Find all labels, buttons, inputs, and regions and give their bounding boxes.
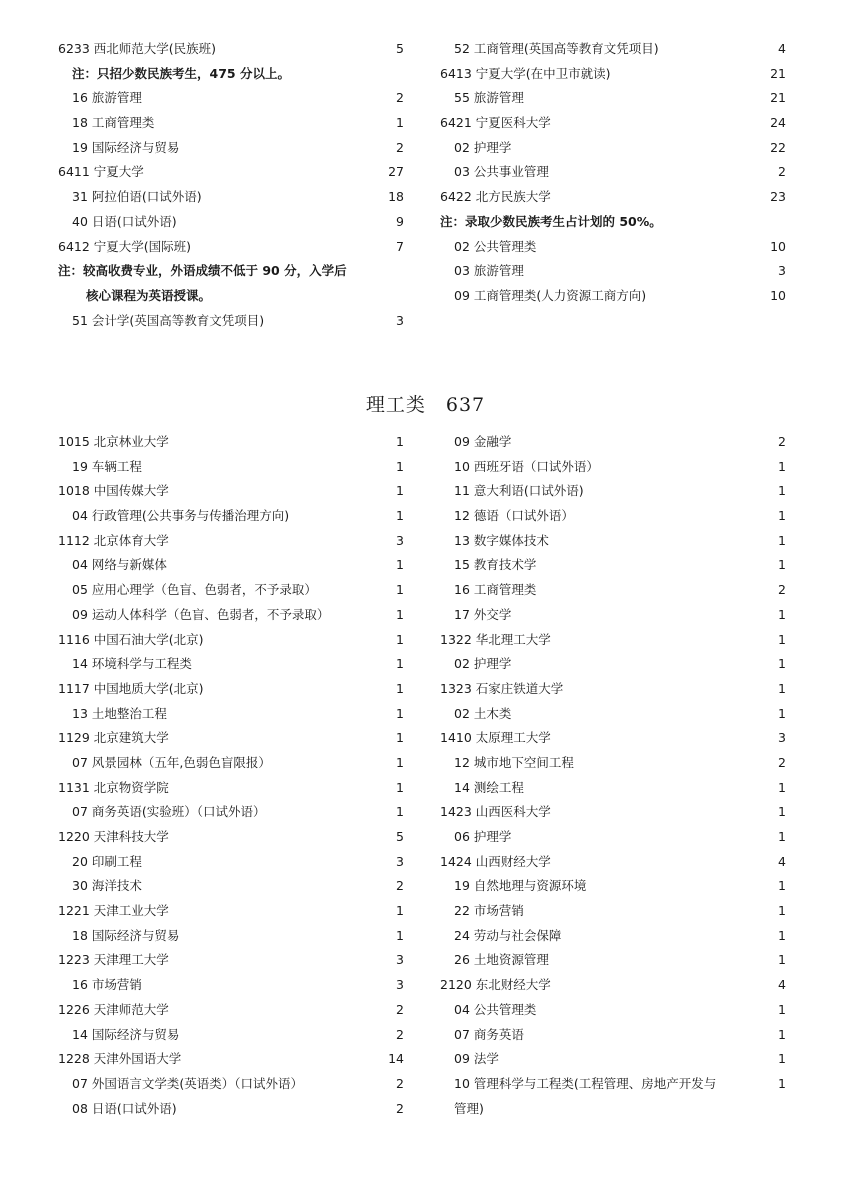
entry-name: 6421 宁夏医科大学 (440, 115, 551, 131)
entry-quota: 2 (396, 878, 404, 894)
major-row (58, 973, 404, 998)
entry-quota: 2 (396, 139, 404, 155)
entry-quota: 4 (778, 41, 786, 56)
entry-name: 14 环境科学与工程类 (72, 656, 192, 672)
entry-name: 1424 山西财经大学 (440, 853, 551, 869)
school-row (440, 973, 786, 998)
entry-quota: 1 (778, 952, 786, 968)
entry-quota: 3 (396, 532, 404, 548)
entry-name: 07 商务英语 (454, 1026, 524, 1042)
entry-quota: 9 (396, 213, 404, 229)
entry-quota: 1 (396, 705, 404, 721)
entry-name: 6422 北方民族大学 (440, 189, 551, 205)
major-row (58, 185, 404, 210)
entry-quota: 1 (778, 903, 786, 919)
major-row (440, 899, 786, 924)
entry-quota: 1 (778, 680, 786, 696)
entry-quota: 1 (396, 903, 404, 919)
major-row (58, 751, 404, 776)
entry-name: 1226 天津师范大学 (58, 1001, 169, 1017)
entry-quota: 3 (396, 952, 404, 968)
entry-name: 19 自然地理与资源环境 (454, 878, 587, 894)
major-row (440, 37, 786, 62)
entry-name: 13 数字媒体技术 (454, 532, 549, 548)
entry-quota: 23 (770, 189, 786, 205)
entry-name: 07 商务英语(实验班）（口试外语） (72, 804, 266, 820)
entry-name: 17 外交学 (454, 606, 512, 622)
entry-name: 30 海洋技术 (72, 878, 142, 894)
entry-name: 31 阿拉伯语(口试外语) (72, 189, 202, 205)
entry-quota: 2 (396, 90, 404, 106)
entry-name: 12 城市地下空间工程 (454, 754, 574, 770)
entry-name: 1015 北京林业大学 (58, 434, 169, 449)
note-row (58, 284, 404, 309)
major-row (440, 479, 786, 504)
entry-quota: 18 (388, 189, 404, 205)
major-row (440, 160, 786, 185)
entry-quota: 10 (770, 238, 786, 254)
entry-name: 10 西班牙语（口试外语） (454, 458, 599, 474)
school-row (440, 850, 786, 875)
entry-name: 55 旅游管理 (454, 90, 524, 106)
entry-name: 12 德语（口试外语） (454, 508, 574, 524)
entry-name: 1129 北京建筑大学 (58, 730, 169, 746)
major-row (440, 1072, 786, 1097)
entry-quota: 10 (770, 287, 786, 303)
entry-quota: 4 (778, 977, 786, 993)
entry-name: 1322 华北理工大学 (440, 631, 551, 647)
entry-quota: 1 (778, 508, 786, 524)
entry-name: 08 日语(口试外语) (72, 1100, 177, 1116)
major-row (58, 553, 404, 578)
top-right-column (440, 37, 786, 309)
entry-quota: 2 (396, 1100, 404, 1116)
school-row (58, 37, 404, 62)
entry-name: 1112 北京体育大学 (58, 532, 169, 548)
major-row (58, 1097, 404, 1122)
entry-quota: 1 (396, 804, 404, 820)
major-row (58, 603, 404, 628)
entry-name: 05 应用心理学（色盲、色弱者，不予录取） (72, 582, 317, 598)
major-row (440, 259, 786, 284)
entry-name: 6233 西北师范大学(民族班) (58, 41, 217, 56)
entry-name: 16 旅游管理 (72, 90, 142, 106)
entry-name: 02 护理学 (454, 139, 512, 155)
entry-quota: 22 (770, 139, 786, 155)
bottom-left-column (58, 430, 404, 1121)
school-row (58, 726, 404, 751)
entry-name: 核心课程为英语授课。 (86, 287, 212, 303)
entry-name: 1117 中国地质大学(北京) (58, 680, 204, 696)
major-row (58, 1023, 404, 1048)
entry-name: 40 日语(口试外语) (72, 213, 177, 229)
entry-quota: 2 (396, 1001, 404, 1017)
entry-name: 2120 东北财经大学 (440, 977, 551, 993)
entry-quota: 2 (396, 1026, 404, 1042)
entry-name: 52 工商管理(英国高等教育文凭项目) (454, 41, 659, 56)
note-row (58, 62, 404, 87)
entry-name: 04 公共管理类 (454, 1001, 537, 1017)
major-row (440, 578, 786, 603)
school-row (58, 479, 404, 504)
entry-name: 6411 宁夏大学 (58, 164, 144, 180)
school-row (58, 677, 404, 702)
note-row (58, 259, 404, 284)
entry-quota: 7 (396, 238, 404, 254)
school-row (58, 160, 404, 185)
entry-name: 09 金融学 (454, 434, 512, 449)
entry-name: 09 工商管理类(人力资源工商方向) (454, 287, 647, 303)
entry-name: 03 公共事业管理 (454, 164, 549, 180)
entry-quota: 1 (396, 508, 404, 524)
school-row (440, 62, 786, 87)
major-row (58, 455, 404, 480)
entry-quota: 24 (770, 115, 786, 131)
entry-name: 26 土地资源管理 (454, 952, 549, 968)
entry-quota: 1 (778, 1001, 786, 1017)
entry-quota: 3 (396, 853, 404, 869)
entry-name: 09 运动人体科学（色盲、色弱者，不予录取） (72, 606, 330, 622)
entry-quota: 2 (778, 164, 786, 180)
entry-quota: 5 (396, 41, 404, 56)
major-row (58, 111, 404, 136)
entry-quota: 1 (778, 804, 786, 820)
entry-name: 18 工商管理类 (72, 115, 155, 131)
entry-name: 03 旅游管理 (454, 263, 524, 279)
school-row (440, 628, 786, 653)
entry-quota: 1 (778, 483, 786, 499)
entry-quota: 1 (396, 606, 404, 622)
school-row (440, 726, 786, 751)
entry-quota: 1 (396, 483, 404, 499)
school-row (58, 776, 404, 801)
entry-quota: 1 (396, 656, 404, 672)
major-row (440, 86, 786, 111)
entry-name: 19 车辆工程 (72, 458, 142, 474)
entry-name: 1131 北京物资学院 (58, 779, 169, 795)
entry-quota: 4 (778, 853, 786, 869)
school-row (58, 430, 404, 455)
entry-name: 07 外国语言文学类(英语类）（口试外语） (72, 1075, 304, 1091)
major-row (58, 800, 404, 825)
entry-quota: 1 (396, 680, 404, 696)
entry-name: 1410 太原理工大学 (440, 730, 551, 746)
entry-quota: 1 (778, 1051, 786, 1067)
entry-quota: 14 (388, 1051, 404, 1067)
entry-name: 07 风景园林（五年,色弱色盲限报） (72, 754, 271, 770)
major-row (440, 553, 786, 578)
entry-name: 注：只招少数民族考生，475 分以上。 (72, 65, 290, 81)
major-row (58, 86, 404, 111)
major-row (440, 529, 786, 554)
entry-name: 1223 天津理工大学 (58, 952, 169, 968)
note-row (440, 210, 786, 235)
major-row (58, 702, 404, 727)
entry-name: 15 教育技术学 (454, 557, 537, 573)
entry-quota: 3 (778, 730, 786, 746)
major-row (440, 924, 786, 949)
major-row (440, 751, 786, 776)
entry-name: 04 网络与新媒体 (72, 557, 167, 573)
entry-name: 19 国际经济与贸易 (72, 139, 180, 155)
school-row (58, 235, 404, 260)
major-row (58, 578, 404, 603)
entry-quota: 1 (778, 557, 786, 573)
entry-name: 1323 石家庄铁道大学 (440, 680, 564, 696)
entry-quota: 1 (396, 927, 404, 943)
entry-name: 02 护理学 (454, 656, 512, 672)
entry-quota: 1 (778, 631, 786, 647)
entry-quota: 21 (770, 90, 786, 106)
entry-name: 04 行政管理(公共事务与传播治理方向) (72, 508, 290, 524)
major-row (58, 850, 404, 875)
entry-quota: 3 (396, 977, 404, 993)
entry-name: 11 意大利语(口试外语) (454, 483, 584, 499)
major-row (440, 136, 786, 161)
entry-quota: 2 (778, 754, 786, 770)
entry-name: 1221 天津工业大学 (58, 903, 169, 919)
school-row (440, 111, 786, 136)
entry-quota: 3 (396, 312, 404, 328)
school-row (440, 677, 786, 702)
major-row (58, 136, 404, 161)
entry-quota: 3 (778, 263, 786, 279)
major-row (440, 702, 786, 727)
entry-quota: 1 (778, 779, 786, 795)
school-row (58, 899, 404, 924)
school-row (58, 825, 404, 850)
entry-quota: 1 (778, 532, 786, 548)
school-row (58, 948, 404, 973)
major-row (440, 504, 786, 529)
major-row (58, 309, 404, 334)
entry-name: 02 公共管理类 (454, 238, 537, 254)
entry-name: 51 会计学(英国高等教育文凭项目) (72, 312, 265, 328)
entry-quota: 1 (396, 631, 404, 647)
school-row (58, 529, 404, 554)
major-row (440, 284, 786, 309)
major-row (440, 874, 786, 899)
entry-name: 1423 山西医科大学 (440, 804, 551, 820)
major-row (440, 948, 786, 973)
major-row (440, 455, 786, 480)
entry-quota: 21 (770, 65, 786, 81)
entry-name: 14 测绘工程 (454, 779, 524, 795)
entry-quota: 1 (396, 582, 404, 598)
entry-quota: 27 (388, 164, 404, 180)
entry-name: 6413 宁夏大学(在中卫市就读) (440, 65, 611, 81)
entry-quota: 1 (778, 705, 786, 721)
bottom-right-column (440, 430, 786, 1121)
entry-quota: 1 (778, 1026, 786, 1042)
entry-name: 02 土木类 (454, 705, 512, 721)
entry-quota: 1 (396, 434, 404, 449)
entry-quota: 2 (396, 1075, 404, 1091)
entry-name: 20 印刷工程 (72, 853, 142, 869)
major-row (440, 776, 786, 801)
entry-name: 14 国际经济与贸易 (72, 1026, 180, 1042)
school-row (440, 185, 786, 210)
entry-quota: 1 (778, 878, 786, 894)
entry-name: 09 法学 (454, 1051, 499, 1067)
entry-name: 13 土地整治工程 (72, 705, 167, 721)
major-row (440, 603, 786, 628)
entry-name: 24 劳动与社会保障 (454, 927, 562, 943)
major-row (58, 874, 404, 899)
school-row (440, 800, 786, 825)
entry-name: 1220 天津科技大学 (58, 829, 169, 844)
school-row (58, 998, 404, 1023)
section-title: 理工类 637 (365, 394, 486, 416)
major-row (58, 504, 404, 529)
major-row (58, 924, 404, 949)
entry-name: 16 工商管理类 (454, 582, 537, 598)
entry-name: 16 市场营销 (72, 977, 142, 993)
entry-name: 注：录取少数民族考生占计划的 50%。 (440, 213, 662, 229)
entry-quota: 1 (778, 606, 786, 622)
major-row (440, 235, 786, 260)
entry-quota: 1 (778, 927, 786, 943)
entry-name: 06 护理学 (454, 829, 512, 844)
entry-name: 10 管理科学与工程类(工程管理、房地产开发与 (454, 1075, 717, 1091)
major-row (440, 430, 786, 455)
major-row (440, 1097, 786, 1122)
school-row (58, 1047, 404, 1072)
entry-quota: 1 (396, 754, 404, 770)
entry-quota: 2 (778, 434, 786, 449)
entry-quota: 1 (778, 656, 786, 672)
entry-quota: 1 (396, 730, 404, 746)
entry-quota: 1 (396, 458, 404, 474)
entry-name: 1116 中国石油大学(北京) (58, 631, 204, 647)
top-left-column (58, 37, 404, 333)
entry-quota: 5 (396, 829, 404, 844)
major-row (58, 210, 404, 235)
major-row (58, 1072, 404, 1097)
entry-quota: 1 (396, 557, 404, 573)
entry-name: 注：较高收费专业，外语成绩不低于 90 分，入学后 (58, 263, 347, 279)
major-row (440, 1047, 786, 1072)
entry-name: 管理) (454, 1100, 484, 1116)
entry-name: 18 国际经济与贸易 (72, 927, 180, 943)
major-row (440, 825, 786, 850)
entry-name: 1228 天津外国语大学 (58, 1051, 182, 1067)
entry-quota: 1 (778, 829, 786, 844)
entry-quota: 1 (778, 458, 786, 474)
entry-quota: 2 (778, 582, 786, 598)
major-row (58, 652, 404, 677)
entry-quota: 1 (778, 1075, 786, 1091)
entry-quota: 1 (396, 779, 404, 795)
entry-name: 1018 中国传媒大学 (58, 483, 169, 499)
entry-quota: 1 (396, 115, 404, 131)
school-row (58, 628, 404, 653)
entry-name: 22 市场营销 (454, 903, 524, 919)
major-row (440, 1023, 786, 1048)
major-row (440, 652, 786, 677)
major-row (440, 998, 786, 1023)
entry-name: 6412 宁夏大学(国际班) (58, 238, 192, 254)
